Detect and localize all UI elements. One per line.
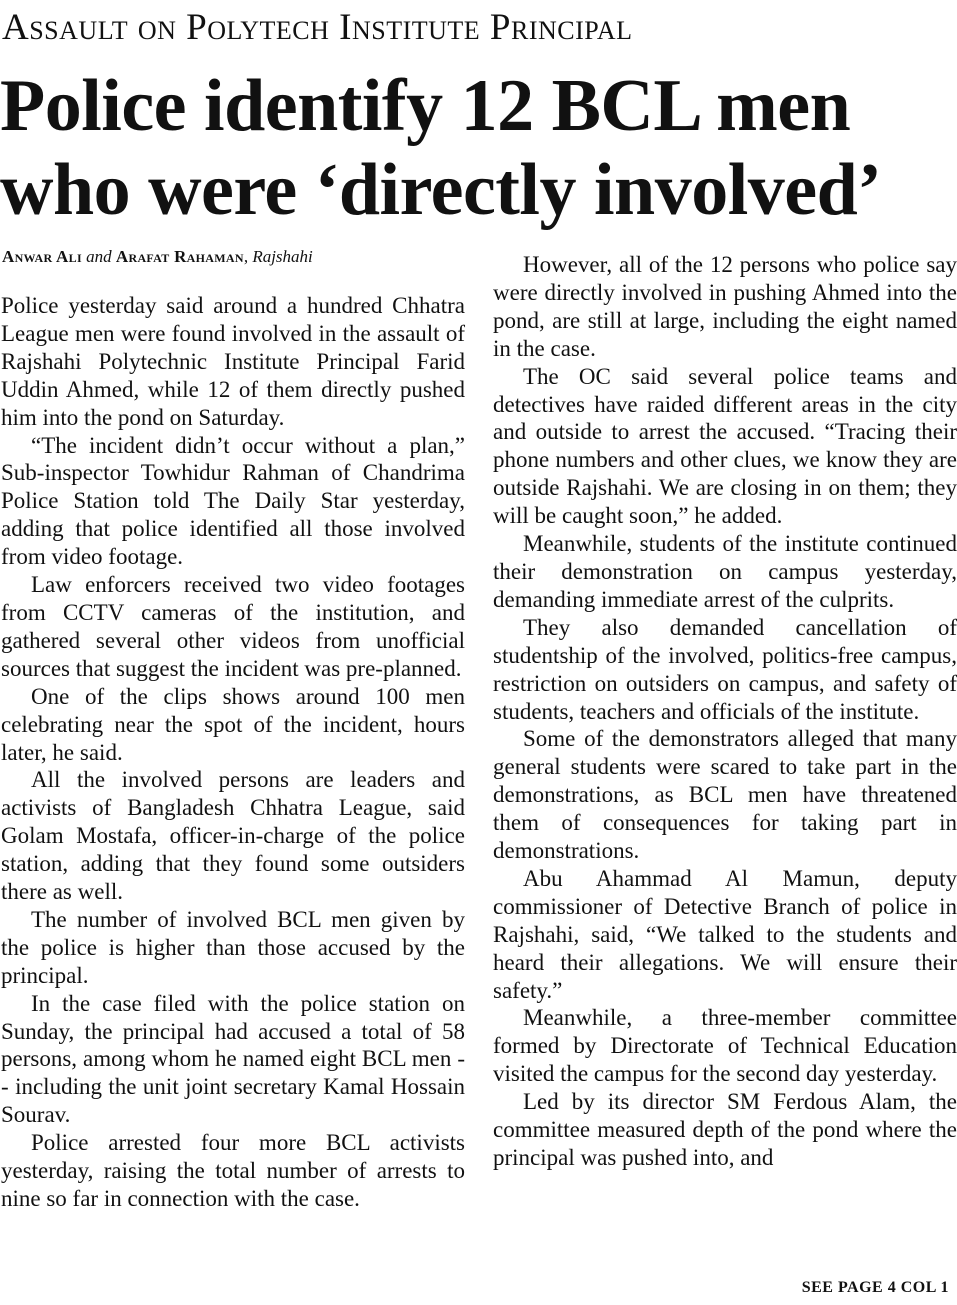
- paragraph: The OC said several police teams and detectives have raided different areas in the city and outside to arrest the accused. “Tracing their phone numbers and other clues, we know they are outside Rajshahi. We are closing in on them; they will be caught soon,” he added.: [493, 363, 957, 529]
- byline: [2, 246, 472, 268]
- paragraph: Police yesterday said around a hundred Chhatra League men were found involved in the assault of Rajshahi Polytechnic Institute Principal Farid Uddin Ahmed, while 12 of them directly pushed him into the pond on Saturday.: [1, 293, 465, 430]
- article-column-right: [493, 251, 957, 1172]
- paragraph: Police arrested four more BCL activists yesterday, raising the total number of arrests to nine so far in connection with the case.: [1, 1130, 465, 1211]
- byline-location: Rajshahi: [252, 247, 313, 266]
- paragraph: The number of involved BCL men given by the police is higher than those accused by the principal.: [1, 906, 465, 988]
- paragraph: Meanwhile, students of the institute continued their demonstration on campus yesterday, demanding immediate arrest of the culprits.: [493, 531, 957, 612]
- byline-author-1: Anwar Ali: [2, 247, 82, 266]
- paragraph: Law enforcers received two video footages from CCTV cameras of the institution, and gathered several other videos from unofficial sources that suggest the incident was pre-planned.: [1, 572, 465, 681]
- paragraph: Meanwhile, a three-member committee formed by Directorate of Technical Education visited the campus for the second day yesterday.: [493, 1005, 957, 1087]
- paragraph: Led by its director SM Ferdous Alam, the committee measured depth of the pond where the principal was pushed into, and: [493, 1089, 957, 1170]
- headline-line-2: who were ‘directly involved’: [0, 149, 882, 231]
- paragraph: However, all of the 12 persons who police say were directly involved in pushing Ahmed into the pond, are still at large, including the eight named in the case.: [493, 252, 957, 361]
- paragraph: All the involved persons are leaders and activists of Bangladesh Chhatra League, said Golam Mostafa, officer-in-charge of the police station, adding that they found some outsiders there as well.: [1, 767, 465, 905]
- article-headline: [0, 64, 957, 232]
- paragraph: Abu Ahammad Al Mamun, deputy commissioner of Detective Branch of police in Rajshahi, said, “We talked to the students and heard their allegations. We will ensure their safety.”: [493, 865, 957, 1003]
- paragraph: One of the clips shows around 100 men celebrating near the spot of the incident, hours later, he said.: [1, 683, 465, 765]
- continuation-jump-line: SEE PAGE 4 COL 1: [801, 1279, 949, 1296]
- headline-line-1: Police identify 12 BCL men: [0, 65, 851, 147]
- article-kicker: Assault on Polytech Institute Principal: [2, 7, 633, 48]
- byline-conjunction: and: [86, 247, 112, 266]
- byline-separator: ,: [243, 247, 249, 266]
- article-column-left: [1, 292, 465, 1213]
- paragraph: They also demanded cancellation of studentship of the involved, politics-free campus, restriction on outsiders on campus, and safety of students, teachers and officials of the institute.: [493, 614, 957, 724]
- paragraph: “The incident didn’t occur without a plan,” Sub-inspector Towhidur Rahman of Chandrima Police Station told The Daily Star yesterday, adding that police identified all those involved from video footage.: [1, 432, 465, 570]
- paragraph: Some of the demonstrators alleged that many general students were scared to take part in the demonstrations, as BCL men have threatened them of consequences for taking part in demonstrations.: [493, 726, 957, 864]
- paragraph: In the case filed with the police station on Sunday, the principal had accused a total of 58 persons, among whom he named eight BCL men -- including the unit joint secretary Kamal Hossain Sourav.: [1, 990, 465, 1128]
- byline-author-2: Arafat Rahaman: [115, 247, 244, 266]
